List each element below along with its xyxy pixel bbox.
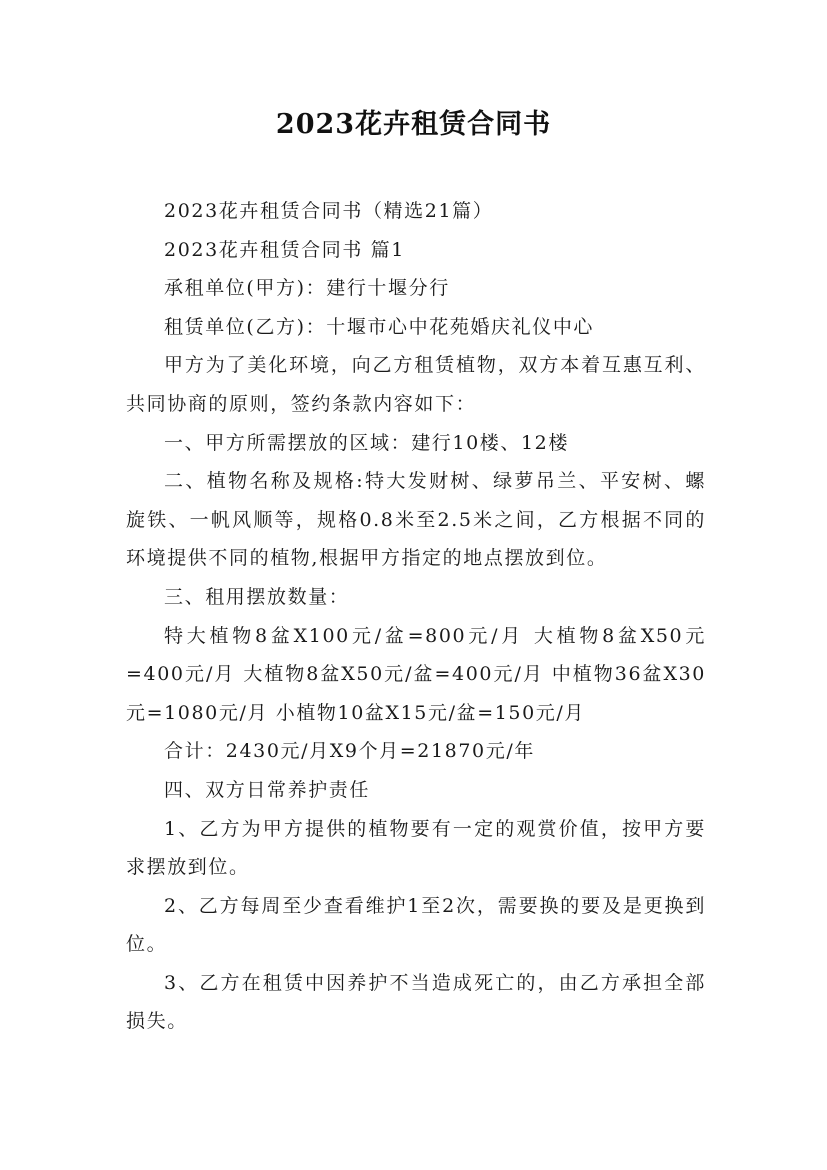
paragraph-item-3: 3、乙方在租赁中因养护不当造成死亡的，由乙方承担全部损失。 (126, 971, 706, 1033)
paragraph-section-heading: 2023花卉租赁合同书 篇1 (164, 238, 405, 261)
document-body (126, 192, 706, 1041)
paragraph-clause-4: 四、双方日常养护责任 (164, 778, 371, 801)
document-title: 2023花卉租赁合同书 (275, 109, 552, 140)
paragraph-lessee: 承租单位(甲方)：建行十堰分行 (164, 277, 450, 300)
paragraph-item-1: 1、乙方为甲方提供的植物要有一定的观赏价值，按甲方要求摆放到位。 (126, 817, 706, 879)
paragraph-clause-2: 二、植物名称及规格:特大发财树、绿萝吊兰、平安树、螺旋铁、一帆风顺等，规格0.8米至2.5米之间，乙方根据不同的环境提供不同的植物,根据甲方指定的地点摆放到位。 (126, 470, 706, 570)
paragraph-total: 合计：2430元/月X9个月=21870元/年 (164, 740, 535, 763)
paragraph-subtitle: 2023花卉租赁合同书（精选21篇） (164, 200, 494, 222)
paragraph-lessor: 租赁单位(乙方)：十堰市心中花苑婚庆礼仪中心 (164, 315, 595, 338)
paragraph-quantity-detail: 特大植物8盆X100元/盆=800元/月 大植物8盆X50元=400元/月 大植物8盆X50元/盆=400元/月 中植物36盆X30元=1080元/月 小植物10盆X15元/盆=150元/月 (126, 624, 706, 724)
paragraph-clause-1: 一、甲方所需摆放的区域：建行10楼、12楼 (164, 431, 569, 454)
paragraph-preamble: 甲方为了美化环境，向乙方租赁植物，双方本着互惠互利、共同协商的原则，签约条款内容如下： (126, 354, 706, 415)
paragraph-clause-3: 三、租用摆放数量： (164, 585, 350, 608)
paragraph-item-2: 2、乙方每周至少查看维护1至2次，需要换的要及是更换到位。 (126, 894, 706, 956)
